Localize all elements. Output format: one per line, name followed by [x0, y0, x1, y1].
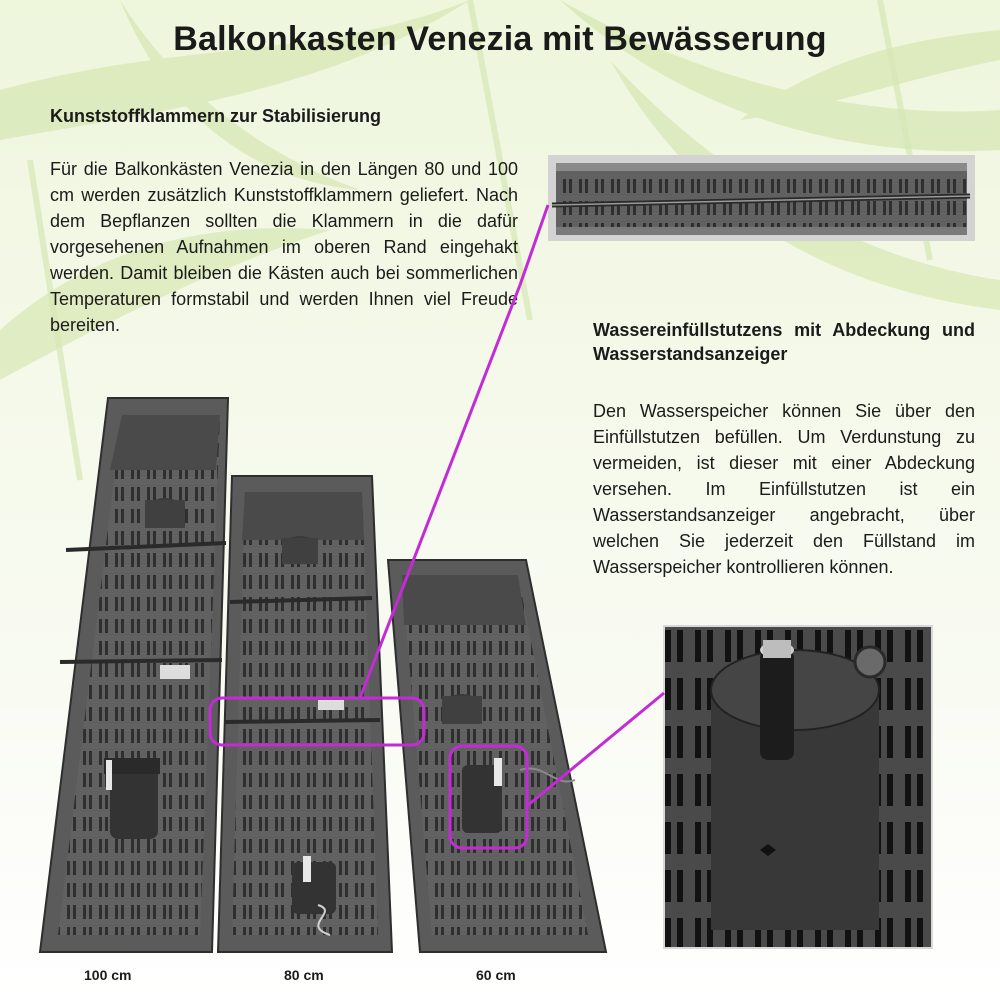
filler-detail-photo: [664, 626, 932, 948]
size-label-100cm: 100 cm: [84, 967, 132, 983]
planter-80cm: [218, 476, 392, 952]
water-heading: Wassereinfüllstutzens mit Abdeckung und Wasserstandsanzeiger: [593, 320, 975, 364]
planter-60cm: [388, 560, 606, 952]
planter-100cm: [40, 398, 228, 952]
page-title: Balkonkasten Venezia mit Bewässerung: [173, 20, 827, 58]
clips-heading: Kunststoffklammern zur Stabilisierung: [50, 106, 382, 126]
size-label-80cm: 80 cm: [284, 967, 324, 983]
clip-detail-photo: [548, 155, 975, 241]
water-description: Den Wasserspeicher können Sie über den Einfüllstutzen befüllen. Um Verdunstung zu vermeiden, ist dieser mit einer Abdeckung versehen. Im Einfüllstutzen ist ein Wasserstandsanzeiger angebracht, über welchen Sie jederzeit den Füllstand im Wasserspeicher kontrollieren können.: [593, 401, 975, 577]
clips-description: Für die Balkonkästen Venezia in den Längen 80 und 100 cm werden zusätzlich Kunststoffklammern geliefert. Nach dem Bepflanzen sollten die Klammern in die dafür vorgesehenen Aufnahmen im oberen Rand eingehakt werden. Damit bleiben die Kästen auch bei sommerlichen Temperaturen formstabil und werden Ihnen viel Freude bereiten.: [50, 159, 518, 335]
size-label-60cm: 60 cm: [476, 967, 516, 983]
